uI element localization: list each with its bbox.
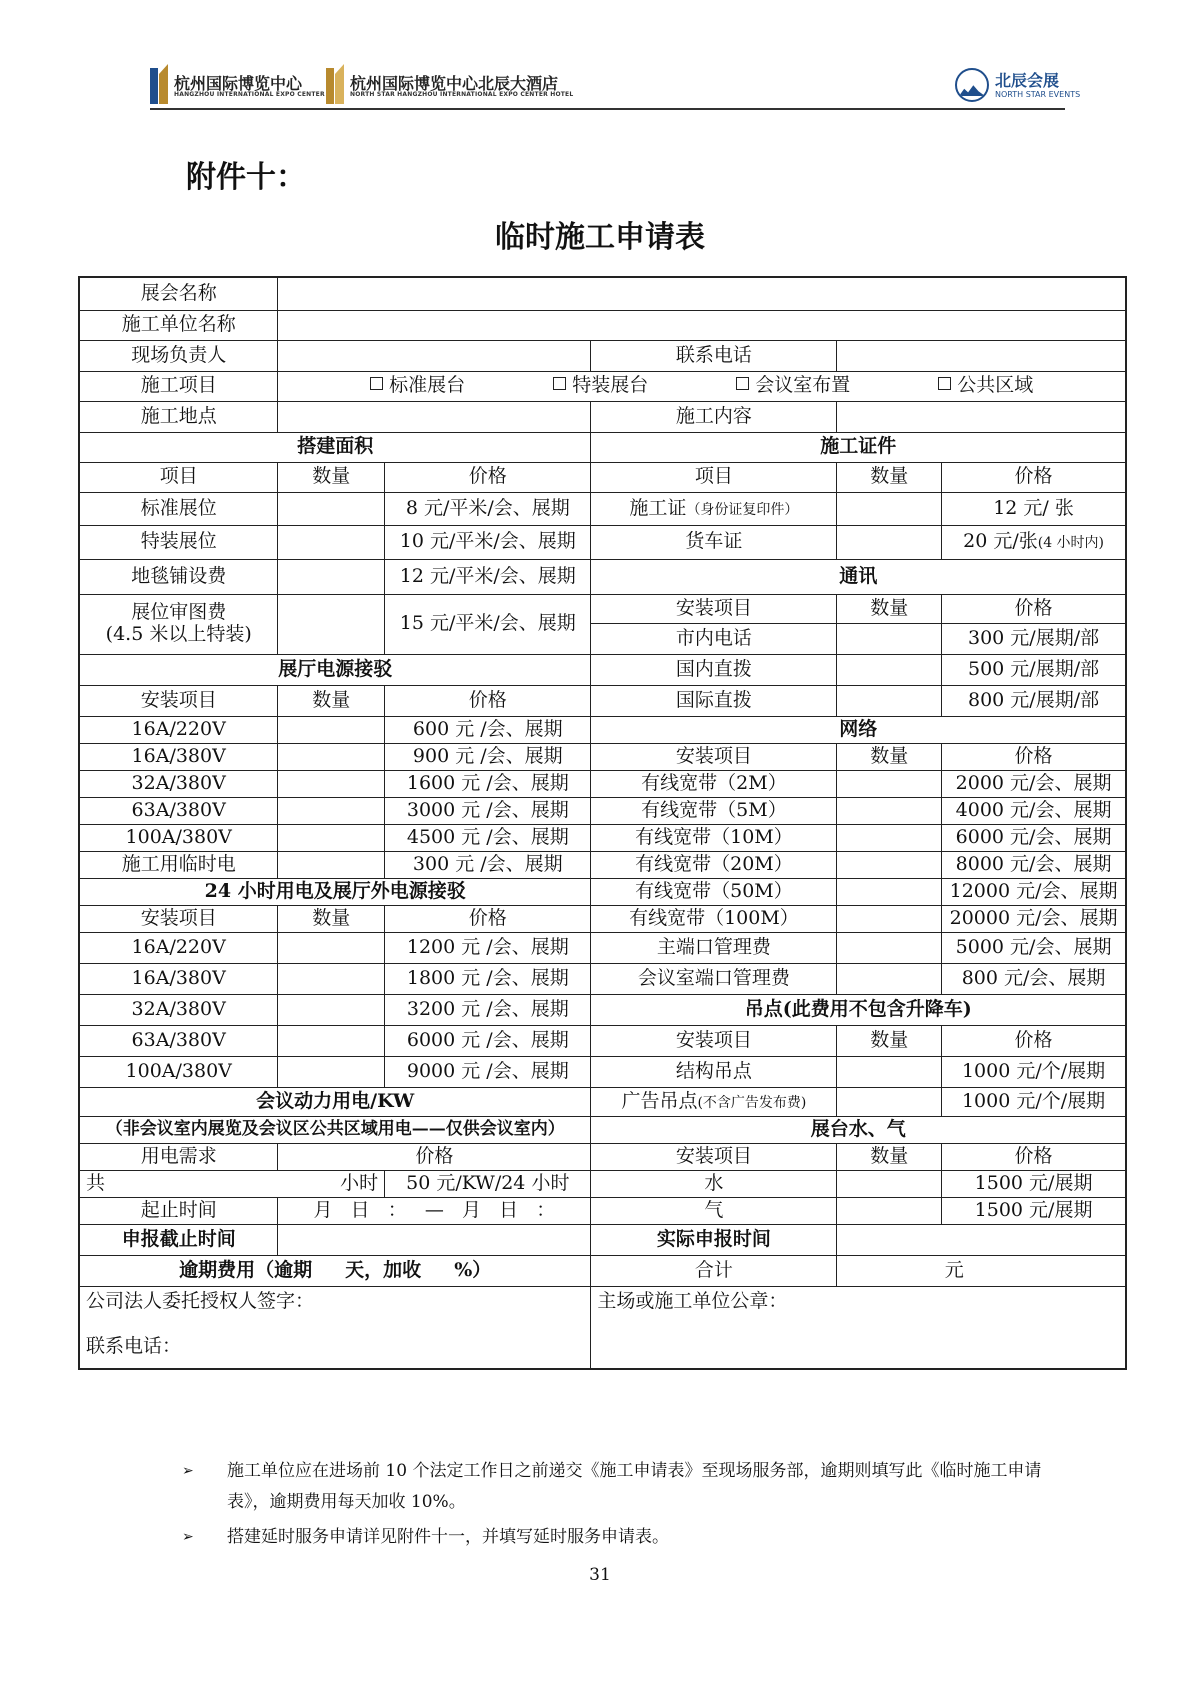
rigging-item: 广告吊点(不含广告发布费) — [591, 1087, 837, 1116]
column-header: 价格 — [942, 1143, 1126, 1170]
power24-item: 32A/380V — [79, 994, 278, 1025]
water-item: 气 — [591, 1197, 837, 1224]
qty-field[interactable] — [278, 716, 385, 743]
note-item: ➢ 搭建延时服务申请详见附件十一，并填写延时服务申请表。 — [182, 1522, 1062, 1553]
signature-label: 公司法人委托授权人签字： — [86, 1289, 315, 1312]
form-title: 临时施工申请表 — [495, 220, 705, 255]
seal-label: 主场或施工单位公章： — [597, 1289, 788, 1312]
site-manager-label: 现场负责人 — [79, 340, 278, 371]
contractor-name-label: 施工单位名称 — [79, 310, 278, 340]
network-item: 有线宽带（5M） — [591, 797, 837, 824]
rigging-item: 结构吊点 — [591, 1056, 837, 1087]
power24-price: 9000 元 /会、展期 — [385, 1056, 591, 1087]
qty-field[interactable] — [837, 851, 942, 878]
time-range-field[interactable]: 月 日 ： — 月 日 ： — [278, 1197, 591, 1224]
power24-price: 3200 元 /会、展期 — [385, 994, 591, 1025]
meeting-power-note: （非会议室内展览及会议区公共区域用电——仅供会议室内） — [79, 1116, 591, 1143]
expo-center-logo-mark — [150, 64, 170, 104]
qty-field[interactable] — [837, 797, 942, 824]
north-star-logo-subtitle: NORTH STAR EVENTS — [995, 90, 1081, 99]
contact-phone-field[interactable] — [837, 340, 1126, 371]
hall-power-item: 16A/380V — [79, 743, 278, 770]
permit-price: 12 元/ 张 — [942, 492, 1126, 525]
location-label: 施工地点 — [79, 401, 278, 432]
hall-power-item: 施工用临时电 — [79, 851, 278, 878]
area-price: 12 元/平米/会、展期 — [385, 559, 591, 594]
column-header: 数量 — [278, 905, 385, 932]
telecom-price: 300 元/展期/部 — [942, 623, 1126, 654]
area-price: 15 元/平米/会、展期 — [385, 594, 591, 654]
telecom-heading: 通讯 — [591, 559, 1126, 594]
water-price: 1500 元/展期 — [942, 1170, 1126, 1197]
power24-heading: 24 小时用电及展厅外电源接驳 — [79, 878, 591, 905]
column-header: 价格 — [385, 905, 591, 932]
expo-center-logo — [150, 64, 330, 104]
qty-field[interactable] — [278, 932, 385, 963]
hotel-logo-name: 杭州国际博览中心北辰大酒店 — [350, 74, 559, 93]
total-currency: 元 — [837, 1255, 1126, 1286]
network-price: 2000 元/会、展期 — [942, 770, 1126, 797]
column-header: 安装项目 — [79, 905, 278, 932]
area-item: 特装展位 — [79, 525, 278, 559]
hotel-logo-subtitle: NORTH STAR HANGZHOU INTERNATIONAL EXPO CENTER HOTEL — [350, 91, 574, 98]
deadline-field[interactable] — [278, 1224, 591, 1255]
hall-power-heading: 展厅电源接驳 — [79, 654, 591, 685]
network-price: 8000 元/会、展期 — [942, 851, 1126, 878]
rigging-price: 1000 元/个/展期 — [942, 1056, 1126, 1087]
qty-field[interactable] — [837, 654, 942, 685]
qty-field[interactable] — [278, 797, 385, 824]
notes — [182, 1456, 1062, 1553]
column-header: 数量 — [837, 1143, 942, 1170]
column-header: 安装项目 — [591, 743, 837, 770]
water-air-heading: 展台水、气 — [591, 1116, 1126, 1143]
hall-power-item: 16A/220V — [79, 716, 278, 743]
contact-phone-label: 联系电话 — [591, 340, 837, 371]
qty-field[interactable] — [278, 963, 385, 994]
power24-item: 16A/220V — [79, 932, 278, 963]
total-label: 合计 — [591, 1255, 837, 1286]
build-area-heading: 搭建面积 — [79, 432, 591, 462]
telecom-price: 500 元/展期/部 — [942, 654, 1126, 685]
water-item: 水 — [591, 1170, 837, 1197]
qty-field[interactable] — [837, 905, 942, 932]
qty-field[interactable] — [278, 851, 385, 878]
hall-power-item: 32A/380V — [79, 770, 278, 797]
telecom-price: 800 元/展期/部 — [942, 685, 1126, 716]
time-label: 起止时间 — [79, 1197, 278, 1224]
area-item: 标准展位 — [79, 492, 278, 525]
telecom-item: 国际直拨 — [591, 685, 837, 716]
network-price: 12000 元/会、展期 — [942, 878, 1126, 905]
qty-field[interactable] — [837, 1087, 942, 1116]
permit-item: 施工证（身份证复印件） — [591, 492, 837, 525]
exhibition-name-field[interactable] — [278, 277, 1126, 310]
qty-field[interactable] — [278, 770, 385, 797]
column-header: 价格 — [385, 685, 591, 716]
qty-field[interactable] — [278, 743, 385, 770]
qty-field[interactable] — [837, 1056, 942, 1087]
qty-field[interactable] — [837, 932, 942, 963]
qty-field[interactable] — [837, 824, 942, 851]
qty-field[interactable] — [278, 1025, 385, 1056]
page-number: 31 — [589, 1565, 611, 1585]
power24-price: 1200 元 /会、展期 — [385, 932, 591, 963]
actual-date-label: 实际申报时间 — [591, 1224, 837, 1255]
hotel-logo-mark — [326, 64, 346, 104]
network-price: 5000 元/会、展期 — [942, 932, 1126, 963]
power24-item: 63A/380V — [79, 1025, 278, 1056]
arrow-bullet-icon: ➢ — [182, 1463, 194, 1479]
column-header: 价格 — [942, 462, 1126, 492]
column-header: 安装项目 — [591, 594, 837, 623]
qty-field[interactable] — [837, 1170, 942, 1197]
qty-field[interactable] — [278, 525, 385, 559]
content-field[interactable] — [837, 401, 1126, 432]
checkbox-icon[interactable] — [553, 377, 566, 390]
site-manager-field[interactable] — [278, 340, 591, 371]
hall-power-item: 100A/380V — [79, 824, 278, 851]
rigging-price: 1000 元/个/展期 — [942, 1087, 1126, 1116]
power24-item: 100A/380V — [79, 1056, 278, 1087]
qty-field[interactable] — [278, 1056, 385, 1087]
network-item: 有线宽带（10M） — [591, 824, 837, 851]
north-star-logo-icon — [955, 68, 989, 102]
network-item: 有线宽带（100M） — [591, 905, 837, 932]
expo-center-logo-name: 杭州国际博览中心 — [174, 74, 303, 93]
telecom-item: 国内直拨 — [591, 654, 837, 685]
checkbox-icon[interactable] — [736, 377, 749, 390]
construction-application-form — [78, 276, 1127, 1370]
network-price: 20000 元/会、展期 — [942, 905, 1126, 932]
network-heading: 网络 — [591, 716, 1126, 743]
column-header: 安装项目 — [591, 1025, 837, 1056]
column-header: 项目 — [79, 462, 278, 492]
contractor-name-field[interactable] — [278, 310, 1126, 340]
option-special-booth[interactable]: 特装展台 — [553, 375, 648, 397]
annex-label: 附件十： — [186, 160, 306, 195]
north-star-events-logo — [955, 64, 1081, 104]
note-item: ➢ 施工单位应在进场前 10 个法定工作日之前递交《施工申请表》至现场服务部，逾期则填写此《临时施工申请表》，逾期费用每天加收 10%。 — [182, 1456, 1062, 1518]
column-header: 价格 — [278, 1143, 591, 1170]
exhibition-name-label: 展会名称 — [79, 277, 278, 310]
rigging-heading: 吊点(此费用不包含升降车) — [591, 994, 1126, 1025]
qty-field[interactable] — [278, 994, 385, 1025]
project-options — [278, 371, 1126, 401]
water-price: 1500 元/展期 — [942, 1197, 1126, 1224]
hall-power-price: 1600 元 /会、展期 — [385, 770, 591, 797]
column-header: 安装项目 — [79, 685, 278, 716]
qty-field[interactable] — [837, 963, 942, 994]
meeting-hours-field[interactable]: 共 小时 — [79, 1170, 385, 1197]
phone-label: 联系电话： — [86, 1335, 182, 1358]
checkbox-icon[interactable] — [370, 377, 383, 390]
hall-power-price: 4500 元 /会、展期 — [385, 824, 591, 851]
column-header: 数量 — [837, 1025, 942, 1056]
hall-power-price: 3000 元 /会、展期 — [385, 797, 591, 824]
meeting-power-heading: 会议动力用电/KW — [79, 1087, 591, 1116]
hotel-logo — [326, 64, 606, 104]
area-price: 10 元/平米/会、展期 — [385, 525, 591, 559]
network-item: 主端口管理费 — [591, 932, 837, 963]
qty-field[interactable] — [278, 492, 385, 525]
column-header: 用电需求 — [79, 1143, 278, 1170]
qty-field[interactable] — [837, 492, 942, 525]
expo-center-logo-subtitle: HANGZHOU INTERNATIONAL EXPO CENTER — [174, 91, 325, 98]
qty-field[interactable] — [278, 824, 385, 851]
hall-power-item: 63A/380V — [79, 797, 278, 824]
network-item: 会议室端口管理费 — [591, 963, 837, 994]
permit-price: 20 元/张(4 小时内) — [942, 525, 1126, 559]
qty-field[interactable] — [837, 685, 942, 716]
hall-power-price: 900 元 /会、展期 — [385, 743, 591, 770]
column-header: 价格 — [942, 743, 1126, 770]
permit-heading: 施工证件 — [591, 432, 1126, 462]
network-item: 有线宽带（2M） — [591, 770, 837, 797]
letterhead — [150, 58, 1081, 110]
column-header: 价格 — [942, 1025, 1126, 1056]
network-price: 4000 元/会、展期 — [942, 797, 1126, 824]
network-item: 有线宽带（20M） — [591, 851, 837, 878]
option-meeting-room[interactable]: 会议室布置 — [736, 375, 850, 397]
north-star-logo-name: 北辰会展 — [995, 71, 1060, 90]
column-header: 项目 — [591, 462, 837, 492]
column-header: 数量 — [837, 594, 942, 623]
overdue-fee-label: 逾期费用（逾期 天，加收 %） — [79, 1255, 591, 1286]
qty-field[interactable] — [837, 770, 942, 797]
column-header: 数量 — [837, 462, 942, 492]
column-header: 价格 — [385, 462, 591, 492]
actual-date-field[interactable] — [837, 1224, 1126, 1255]
power24-price: 1800 元 /会、展期 — [385, 963, 591, 994]
qty-field[interactable] — [278, 559, 385, 594]
network-price: 800 元/会、展期 — [942, 963, 1126, 994]
network-price: 6000 元/会、展期 — [942, 824, 1126, 851]
area-price: 8 元/平米/会、展期 — [385, 492, 591, 525]
option-standard-booth[interactable]: 标准展台 — [370, 375, 465, 397]
checkbox-icon[interactable] — [938, 377, 951, 390]
project-label: 施工项目 — [79, 371, 278, 401]
seal-area[interactable] — [591, 1286, 1126, 1369]
hall-power-price: 600 元 /会、展期 — [385, 716, 591, 743]
qty-field[interactable] — [278, 594, 385, 654]
signature-area[interactable] — [79, 1286, 591, 1369]
column-header: 价格 — [942, 594, 1126, 623]
option-public-area[interactable]: 公共区域 — [938, 375, 1033, 397]
area-item: 地毯铺设费 — [79, 559, 278, 594]
arrow-bullet-icon: ➢ — [182, 1529, 194, 1545]
deadline-label: 申报截止时间 — [79, 1224, 278, 1255]
qty-field[interactable] — [837, 1197, 942, 1224]
location-field[interactable] — [278, 401, 591, 432]
qty-field[interactable] — [837, 878, 942, 905]
area-item: 展位审图费 (4.5 米以上特装) — [79, 594, 278, 654]
column-header: 数量 — [278, 462, 385, 492]
meeting-power-price: 50 元/KW/24 小时 — [385, 1170, 591, 1197]
power24-item: 16A/380V — [79, 963, 278, 994]
network-item: 有线宽带（50M） — [591, 878, 837, 905]
qty-field[interactable] — [837, 525, 942, 559]
content-label: 施工内容 — [591, 401, 837, 432]
qty-field[interactable] — [837, 623, 942, 654]
column-header: 数量 — [837, 743, 942, 770]
column-header: 安装项目 — [591, 1143, 837, 1170]
column-header: 数量 — [278, 685, 385, 716]
power24-price: 6000 元 /会、展期 — [385, 1025, 591, 1056]
permit-item: 货车证 — [591, 525, 837, 559]
hall-power-price: 300 元 /会、展期 — [385, 851, 591, 878]
telecom-item: 市内电话 — [591, 623, 837, 654]
